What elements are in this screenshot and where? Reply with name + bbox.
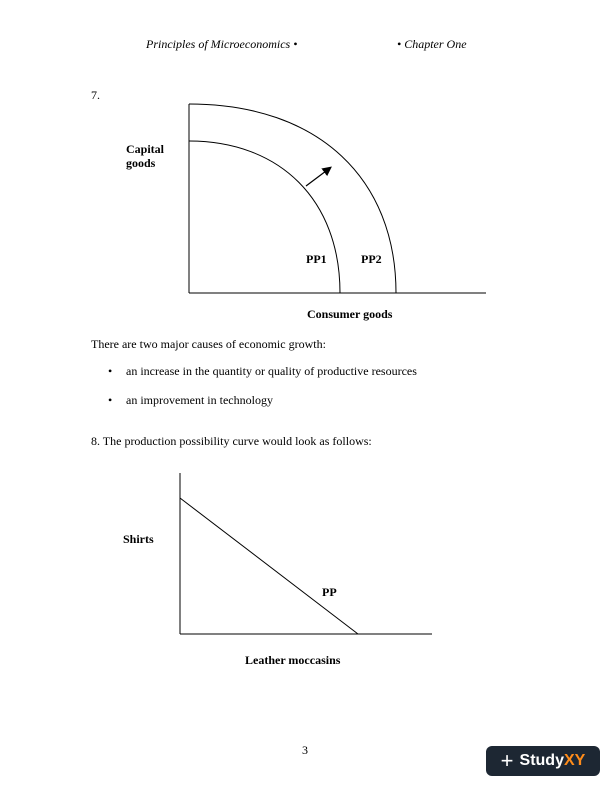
q8-x-label: Leather moccasins <box>245 653 341 667</box>
bullet-icon: • <box>108 393 113 407</box>
pp2-label: PP2 <box>361 252 382 266</box>
logo-wordmark: StudyXY <box>519 752 586 769</box>
pp1-label: PP1 <box>306 252 327 266</box>
question-7-number: 7. <box>91 88 100 102</box>
pp-label: PP <box>322 585 337 599</box>
header-chapter: • Chapter One <box>397 37 467 51</box>
plus-icon: + <box>500 748 514 773</box>
bullet-icon: • <box>108 364 113 378</box>
growth-intro: There are two major causes of economic growth: <box>91 337 326 351</box>
question-8-intro: 8. The production possibility curve would look as follows: <box>91 434 372 448</box>
growth-bullet-2: an improvement in technology <box>126 393 273 407</box>
pp1-curve <box>189 141 340 293</box>
studyxy-logo[interactable] <box>486 746 600 776</box>
header-title: Principles of Microeconomics • <box>146 37 298 51</box>
q7-y-label-line1: Capital <box>126 142 165 156</box>
q7-x-label: Consumer goods <box>307 307 393 321</box>
shift-arrow-icon <box>306 168 330 186</box>
q7-y-label-line2: goods <box>126 156 156 170</box>
q8-y-label: Shirts <box>123 532 154 546</box>
growth-bullet-1: an increase in the quantity or quality of productive resources <box>126 364 417 378</box>
pp-line <box>180 498 358 634</box>
page-number: 3 <box>302 743 308 757</box>
